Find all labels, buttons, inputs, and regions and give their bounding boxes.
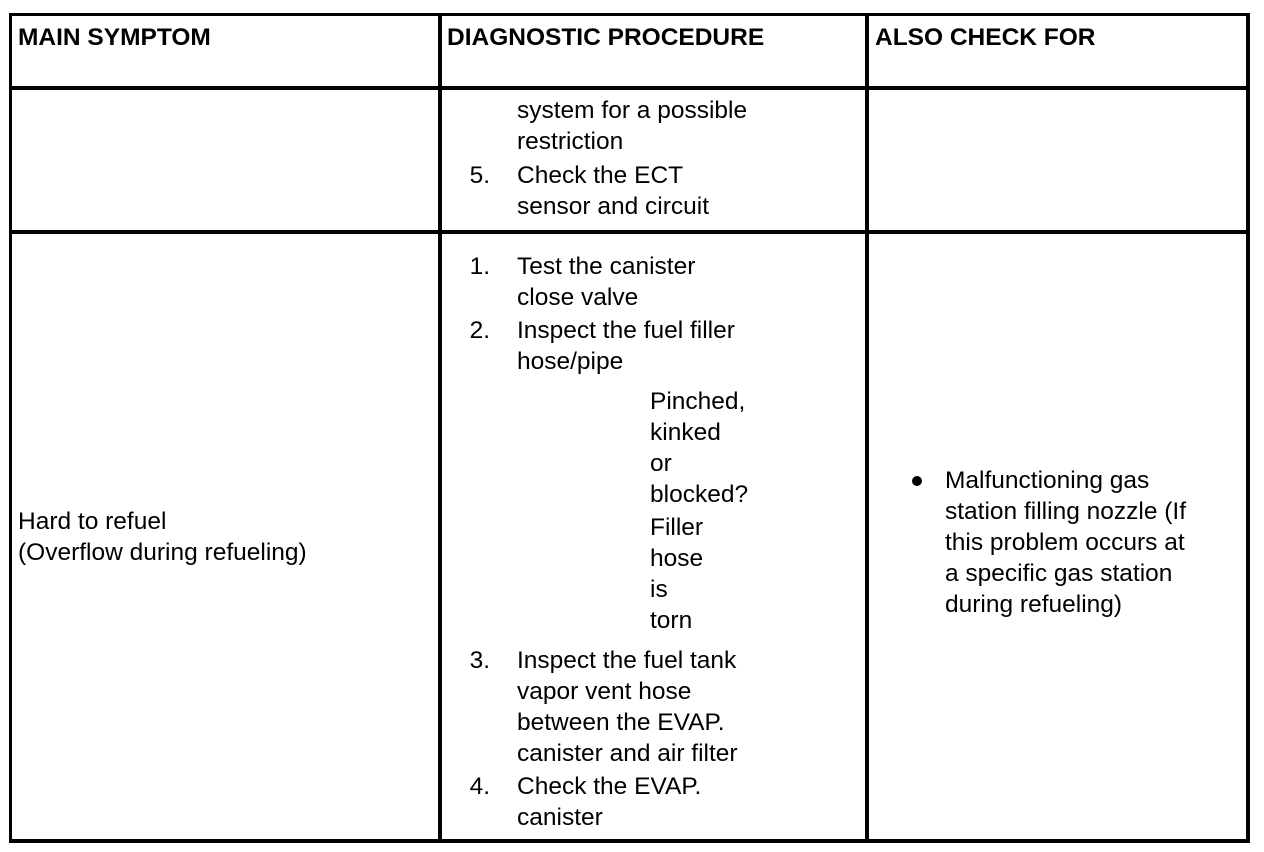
step-line: Check the ECT [517, 162, 684, 189]
step-line: vapor vent hose [517, 678, 692, 705]
also-check-line: during refueling) [945, 591, 1123, 618]
sub-note-line: is [650, 576, 668, 603]
sub-note-line: torn [650, 607, 693, 634]
step-line: close valve [517, 284, 639, 311]
table-border-right [1246, 13, 1250, 843]
bullet-icon [912, 476, 922, 486]
procedure-continuation-line: system for a possible [517, 97, 748, 124]
sub-note-line: Filler [650, 514, 704, 541]
column-divider-1 [438, 13, 442, 843]
sub-note-line: Pinched, [650, 388, 746, 415]
step-number: 5. [469, 162, 490, 189]
sub-note-line: kinked [650, 419, 721, 446]
column-divider-2 [865, 13, 869, 843]
header-diagnostic-procedure: DIAGNOSTIC PROCEDURE [447, 24, 765, 51]
step-line: Inspect the fuel tank [517, 647, 737, 674]
step-line: hose/pipe [517, 348, 624, 375]
header-main-symptom: MAIN SYMPTOM [18, 24, 211, 51]
step-number: 4. [469, 773, 490, 800]
symptom-line: Hard to refuel [18, 508, 167, 535]
step-line: canister [517, 804, 603, 831]
symptom-line: (Overflow during refueling) [18, 539, 307, 566]
also-check-line: station filling nozzle (If [945, 498, 1187, 525]
sub-note-line: hose [650, 545, 704, 572]
row-divider [9, 230, 1250, 234]
step-line: between the EVAP. [517, 709, 725, 736]
procedure-continuation-line: restriction [517, 128, 624, 155]
table-border-top [9, 13, 1250, 16]
step-number: 3. [469, 647, 490, 674]
table-border-bottom [9, 839, 1250, 843]
step-line: Test the canister [517, 253, 696, 280]
step-line: Check the EVAP. [517, 773, 702, 800]
header-also-check-for: ALSO CHECK FOR [875, 24, 1096, 51]
header-divider [9, 86, 1250, 90]
sub-note-line: blocked? [650, 481, 749, 508]
table-border-left [9, 13, 12, 843]
also-check-line: a specific gas station [945, 560, 1173, 587]
also-check-line: Malfunctioning gas [945, 467, 1150, 494]
also-check-line: this problem occurs at [945, 529, 1185, 556]
step-number: 1. [469, 253, 490, 280]
step-line: sensor and circuit [517, 193, 710, 220]
sub-note-line: or [650, 450, 672, 477]
step-number: 2. [469, 317, 490, 344]
step-line: canister and air filter [517, 740, 738, 767]
step-line: Inspect the fuel filler [517, 317, 735, 344]
